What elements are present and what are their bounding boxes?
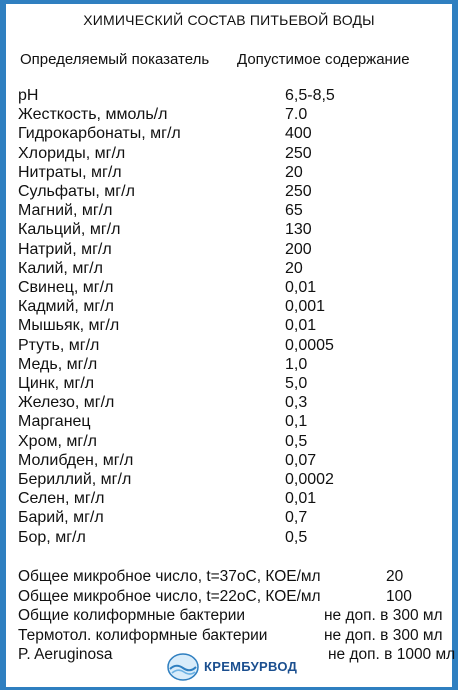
allowed-value: 0,0002 bbox=[285, 471, 334, 488]
table-row bbox=[18, 626, 448, 646]
indicator-name: Хром, мг/л bbox=[18, 432, 97, 450]
allowed-value: 0,3 bbox=[285, 394, 308, 412]
indicator-name: Магний, мг/л bbox=[18, 202, 113, 220]
indicator-name: Хлориды, мг/л bbox=[18, 144, 126, 162]
allowed-value: 250 bbox=[285, 183, 312, 200]
allowed-value: 0,7 bbox=[285, 509, 308, 527]
allowed-value: 65 bbox=[285, 202, 303, 220]
indicator-name: Кальций, мг/л bbox=[18, 221, 121, 239]
allowed-value: 0,001 bbox=[285, 298, 326, 316]
allowed-value: 6,5-8,5 bbox=[285, 87, 335, 104]
allowed-value: 200 bbox=[285, 240, 312, 258]
indicator-name: Селен, мг/л bbox=[18, 490, 105, 508]
indicator-name: Сульфаты, мг/л bbox=[18, 183, 135, 200]
allowed-value: не доп. в 300 мл bbox=[324, 607, 443, 624]
allowed-value: 0,01 bbox=[285, 317, 317, 335]
indicator-name: Медь, мг/л bbox=[18, 355, 98, 373]
allowed-value: 20 bbox=[386, 568, 404, 585]
indicator-name: Барий, мг/л bbox=[18, 509, 104, 527]
table-row bbox=[18, 606, 448, 626]
allowed-value: 0,01 bbox=[285, 279, 317, 296]
brand-logo bbox=[166, 652, 326, 682]
indicator-name: Цинк, мг/л bbox=[18, 375, 95, 392]
allowed-value: 0,07 bbox=[285, 451, 317, 469]
document-sheet bbox=[6, 4, 456, 687]
allowed-value: 20 bbox=[285, 259, 303, 277]
indicator-name: Железо, мг/л bbox=[18, 394, 115, 412]
allowed-value: 100 bbox=[386, 587, 412, 605]
allowed-value: 7.0 bbox=[285, 106, 308, 124]
table-row bbox=[18, 587, 448, 607]
table-row bbox=[18, 567, 448, 587]
indicator-name: Натрий, мг/л bbox=[18, 240, 112, 258]
indicator-name: Нитраты, мг/л bbox=[18, 163, 122, 181]
indicator-name: Термотол. колиформные бактерии bbox=[18, 626, 268, 644]
indicator-name: Гидрокарбонаты, мг/л bbox=[18, 125, 181, 143]
column-header-indicator: Определяемый показатель bbox=[20, 51, 210, 68]
indicator-name: Бор, мг/л bbox=[18, 528, 86, 546]
water-drop-icon bbox=[166, 652, 200, 682]
indicator-name: Свинец, мг/л bbox=[18, 279, 114, 296]
indicator-name: Общее микробное число, t=37oC, КОЕ/мл bbox=[18, 568, 321, 585]
indicator-name: pH bbox=[18, 87, 39, 104]
indicator-name: Марганец bbox=[18, 413, 91, 431]
indicator-name: Молибден, мг/л bbox=[18, 451, 134, 469]
indicator-name: Мышьяк, мг/л bbox=[18, 317, 120, 335]
allowed-value: не доп. в 300 мл bbox=[324, 626, 443, 644]
allowed-value: 130 bbox=[285, 221, 312, 239]
allowed-value: 250 bbox=[285, 144, 312, 162]
indicator-name: P. Aeruginosa bbox=[18, 646, 113, 663]
indicator-name: Общие колиформные бактерии bbox=[18, 607, 246, 624]
allowed-value: 0,01 bbox=[285, 490, 317, 508]
allowed-value: 0,0005 bbox=[285, 336, 334, 354]
indicator-name: Жесткость, ммоль/л bbox=[18, 106, 168, 124]
indicator-name: Кадмий, мг/л bbox=[18, 298, 114, 316]
indicator-name: Общее микробное число, t=22oC, КОЕ/мл bbox=[18, 587, 321, 605]
column-header-allowed: Допустимое содержание bbox=[237, 51, 410, 68]
allowed-value: 1,0 bbox=[285, 355, 308, 373]
page-title: ХИМИЧЕСКИЙ СОСТАВ ПИТЬЕВОЙ ВОДЫ bbox=[83, 12, 375, 28]
indicator-name: Бериллий, мг/л bbox=[18, 471, 132, 488]
allowed-value: не доп. в 1000 мл bbox=[328, 646, 456, 663]
indicator-name: Калий, мг/л bbox=[18, 259, 103, 277]
allowed-value: 0,1 bbox=[285, 413, 308, 431]
allowed-value: 5,0 bbox=[285, 375, 308, 392]
brand-name: КРЕМБУРВОД bbox=[204, 659, 298, 674]
allowed-value: 0,5 bbox=[285, 528, 308, 546]
allowed-value: 400 bbox=[285, 125, 312, 143]
indicator-name: Ртуть, мг/л bbox=[18, 336, 100, 354]
allowed-value: 20 bbox=[285, 163, 303, 181]
allowed-value: 0,5 bbox=[285, 432, 308, 450]
